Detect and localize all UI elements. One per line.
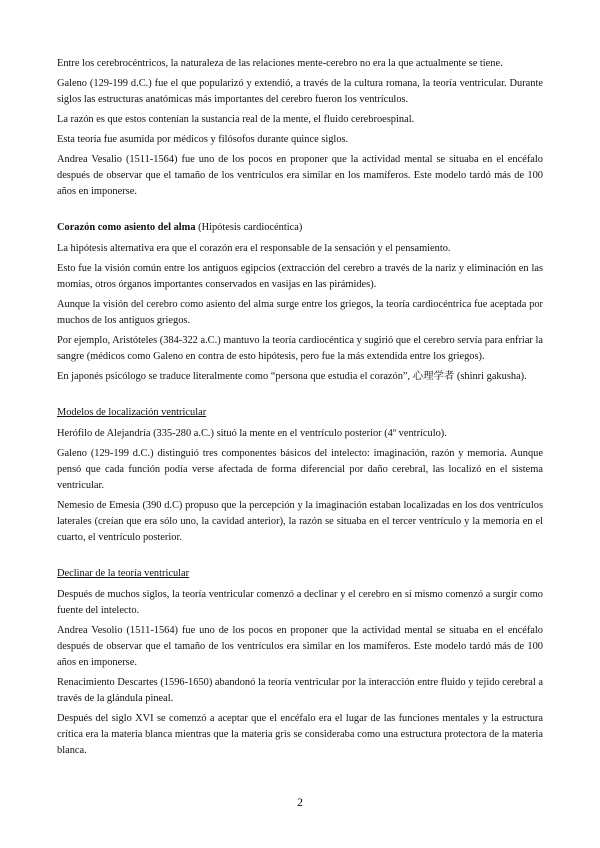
heading-bold-text: Corazón como asiento del alma bbox=[57, 222, 196, 233]
section-heading-declinar: Declinar de la teoría ventricular bbox=[57, 568, 190, 579]
localizacion-paragraph-1: Herófilo de Alejandría (335-280 a.C.) situó la mente en el ventrículo posterior (4º ventrículo). bbox=[57, 428, 447, 439]
declinar-paragraph-4: Después del siglo XVI se comenzó a aceptar que el encéfalo era el lugar de las funciones mentales y la estructura crítica era la materia blanca mientras que la materia gris se consideraba como una estructura protectora de la materia blanca. bbox=[57, 713, 543, 756]
section-heading-localizacion: Modelos de localización ventricular bbox=[57, 407, 207, 418]
localizacion-paragraph-2: Galeno (129-199 d.C.) distinguió tres componentes básicos del intelecto: imaginación, razón y memoria. Aunque pensó que cada función podía verse afectada de forma diferencial por daño cerebral, las localizó en el sistema ventricular. bbox=[57, 448, 543, 491]
declinar-paragraph-2: Andrea Vesolio (1511-1564) fue uno de los pocos en proponer que la actividad mental se situaba en el encéfalo después de observar que el tamaño de los ventrículos era similar en los mamíferos. Este modelo tardó más de 100 años en imponerse. bbox=[57, 625, 543, 668]
declinar-paragraph-3: Renacimiento Descartes (1596-1650) abandonó la teoría ventricular por la interacción entre fluido y tejido cerebral a través de la glándula pineal. bbox=[57, 677, 543, 704]
declinar-paragraph-1: Después de muchos siglos, la teoría ventricular comenzó a declinar y el cerebro en sí mismo comenzó a surgir como fuente del intelecto. bbox=[57, 589, 543, 616]
section-localizacion bbox=[57, 405, 543, 546]
heading-rest-text: (Hipótesis cardiocéntica) bbox=[195, 222, 303, 233]
page-number: 2 bbox=[297, 795, 303, 809]
corazon-paragraph-5: En japonés psicólogo se traduce literalmente como “persona que estudia el corazón”, 心理学者 (shinri gakusha). bbox=[57, 371, 527, 382]
intro-section bbox=[57, 56, 543, 200]
intro-paragraph-4: Esta teoría fue asumida por médicos y filósofos durante quince siglos. bbox=[57, 134, 349, 145]
corazon-paragraph-1: La hipótesis alternativa era que el corazón era el responsable de la sensación y el pensamiento. bbox=[57, 243, 451, 254]
corazon-paragraph-3: Aunque la visión del cerebro como asiento del alma surge entre los griegos, la teoría cardiocéntrica fue aceptada por muchos de los antiguos griegos. bbox=[57, 299, 543, 326]
section-heading-corazon bbox=[57, 220, 543, 236]
localizacion-paragraph-3: Nemesio de Emesia (390 d.C) propuso que la percepción y la imaginación estaban localizadas en los dos ventrículos laterales (creían que era sólo uno, la cavidad anterior), la razón se situaba en el tercer ventrículo y la memoria en el cuarto, el ventrículo posterior. bbox=[57, 500, 543, 543]
intro-paragraph-2: Galeno (129-199 d.C.) fue el que popularizó y extendió, a través de la cultura romana, la teoría ventricular. Durante siglos las estructuras anatómicas más importantes del cerebro fueron los ventrículos. bbox=[57, 78, 543, 105]
section-declinar bbox=[57, 566, 543, 759]
intro-paragraph-1: Entre los cerebrocéntricos, la naturaleza de las relaciones mente-cerebro no era la que actualmente se tiene. bbox=[57, 58, 503, 69]
intro-paragraph-3: La razón es que estos contenían la sustancia real de la mente, el fluido cerebroespinal. bbox=[57, 114, 415, 125]
intro-paragraph-5: Andrea Vesalio (1511-1564) fue uno de los pocos en proponer que la actividad mental se situaba en el encéfalo después de observar que el tamaño de los ventrículos era similar en los mamíferos. Este modelo tardó más de 100 años en imponerse. bbox=[57, 154, 543, 197]
page-content bbox=[57, 56, 543, 763]
section-corazon bbox=[57, 220, 543, 385]
corazon-paragraph-4: Por ejemplo, Aristóteles (384-322 a.C.) mantuvo la teoría cardiocéntica y sugirió que el cerebro servía para enfriar la sangre (médicos como Galeno en contra de esto hipótesis, pero fue la más extendida entre los griegos). bbox=[57, 335, 543, 362]
corazon-paragraph-2: Esto fue la visión común entre los antiguos egipcios (extracción del cerebro a través de la nariz y eliminación en las momias, otros órganos importantes conservados en vasijas en las pirámides). bbox=[57, 263, 543, 290]
